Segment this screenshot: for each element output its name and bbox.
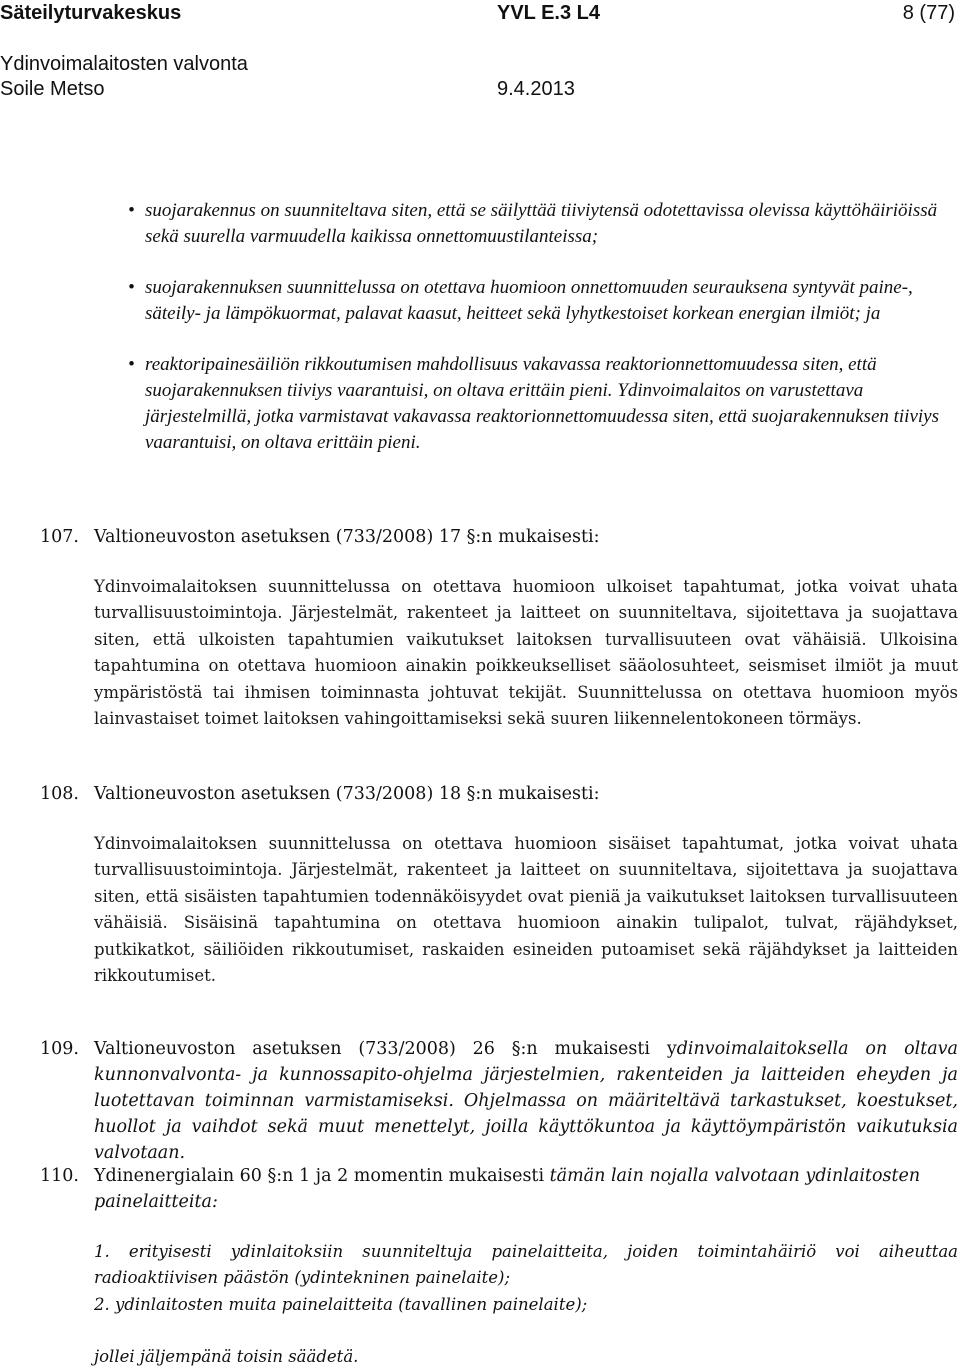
section-title: [94, 1163, 958, 1215]
department-name: Ydinvoimalaitosten valvonta: [0, 53, 248, 75]
closing-text: jollei jäljempänä toisin säädetä.: [94, 1347, 359, 1367]
section-title-italic: dinvoimalaitoksella on oltava kunnonvalvonta- ja kunnossapito-ohjelma järjestelmien, rakenteiden ja laitteiden eheyden ja luotettavan toiminnan varmistamiseksi. Ohjelmassa on määriteltävä tarkastukset, koestukset, huollot ja vaihdot sekä muut menettelyt, joilla käyttökuntoa ja käyttöympäristön vaikutuksia valvotaan.: [94, 1039, 958, 1163]
list-item: [128, 352, 954, 456]
section-108: [40, 781, 958, 989]
bullet-text: reaktoripainesäiliön rikkoutumisen mahdollisuus vakavassa reaktorionnettomuudessa siten, että suojarakennuksen tiiviys vaarantuisi, on oltava erittäin pieni.: [145, 354, 877, 401]
bullet-text: suojarakennus on suunniteltava siten, että se säilyttää tiiviytensä odotettavissa olevissa käyttöhäiriöissä sekä suurella varmuudella kaikissa onnettomuustilanteissa;: [145, 200, 938, 247]
section-title: Valtioneuvoston asetuksen (733/2008) 17 §:n mukaisesti:: [94, 527, 600, 547]
organization-name: Säteilyturvakeskus: [0, 2, 182, 24]
page-number: 8 (77): [902, 2, 955, 24]
bullet-continuation-text: Ydinvoimalaitos on varustettava järjestelmillä, jotka varmistavat vakavassa reaktorionnettomuudessa siten, että suojarakennuksen tiiviys vaarantuisi, on oltava erittäin pieni.: [145, 380, 940, 453]
section-number: 107.: [40, 527, 79, 547]
list-item: [128, 275, 954, 327]
section-title-plain: Ydinenergialain 60 §:n 1 ja 2 momentin mukaisesti: [94, 1166, 550, 1186]
bullet-icon: •: [128, 200, 135, 221]
section-number: 109.: [40, 1039, 79, 1059]
section-title: [94, 1036, 958, 1166]
list-item: [128, 198, 954, 250]
pressure-equipment-list: [94, 1239, 958, 1371]
section-110: [40, 1163, 958, 1371]
bullet-icon: •: [128, 277, 135, 298]
section-number: 108.: [40, 784, 79, 804]
document-date: 9.4.2013: [497, 78, 575, 100]
section-title-plain: Valtioneuvoston asetuksen (733/2008) 26 §:n mukaisesti y: [94, 1039, 677, 1059]
bullet-text: suojarakennuksen suunnittelussa on otettava huomioon onnettomuuden seurauksena syntyvät paine-, säteily- ja lämpökuormat, palavat kaasut, heitteet sekä lyhytkestoiset korkean energian ilmiöt; ja: [145, 277, 913, 324]
requirements-bullet-list: [128, 198, 954, 481]
bullet-icon: •: [128, 354, 135, 375]
author-name: Soile Metso: [0, 78, 105, 100]
section-body: Ydinvoimalaitoksen suunnittelussa on otettava huomioon ulkoiset tapahtumat, jotka voivat uhata turvallisuustoimintoja. Järjestelmät, rakenteet ja laitteet on suunniteltava, sijoitettava ja suojattava siten, että ulkoisten tapahtumien vaikutukset laitoksen turvallisuuteen ovat vähäisiä. Ulkoisina tapahtumina on otettava huomioon ainakin poikkeukselliset sääolosuhteet, seismiset ilmiöt ja muut ympäristöstä tai ihmisen toiminnasta johtuvat tekijät. Suunnittelussa on otettava huomioon myös lainvastaiset toimet laitoksen vahingoittamiseksi sekä suuren liikennelentokoneen törmäys.: [94, 577, 958, 729]
section-title-italic: tämän lain nojalla valvotaan ydinlaitosten painelaitteita:: [94, 1166, 921, 1212]
document-code: YVL E.3 L4: [497, 2, 601, 24]
section-title: Valtioneuvoston asetuksen (733/2008) 18 §:n mukaisesti:: [94, 784, 600, 804]
list-item: 2. ydinlaitosten muita painelaitteita (tavallinen painelaite);: [94, 1294, 588, 1314]
section-number: 110.: [40, 1166, 79, 1186]
list-item: 1. erityisesti ydinlaitoksiin suunniteltuja painelaitteita, joiden toimintahäiriö voi aiheuttaa radioaktiivisen päästön (ydintekninen painelaite);: [94, 1242, 958, 1288]
section-body: Ydinvoimalaitoksen suunnittelussa on otettava huomioon sisäiset tapahtumat, jotka voivat uhata turvallisuustoimintoja. Järjestelmät, rakenteet ja laitteet on suunniteltava, sijoitettava ja suojattava siten, että sisäisten tapahtumien todennäköisyydet ovat pieniä ja vaikutukset laitoksen turvallisuuteen vähäisiä. Sisäisinä tapahtumina on otettava huomioon ainakin tulipalot, tulvat, räjähdykset, putkikatkot, säiliöiden rikkoutumiset, raskaiden esineiden putoamiset sekä räjähdykset ja laitteiden rikkoutumiset.: [94, 834, 958, 986]
section-107: [40, 524, 958, 732]
section-109: [40, 1036, 958, 1166]
